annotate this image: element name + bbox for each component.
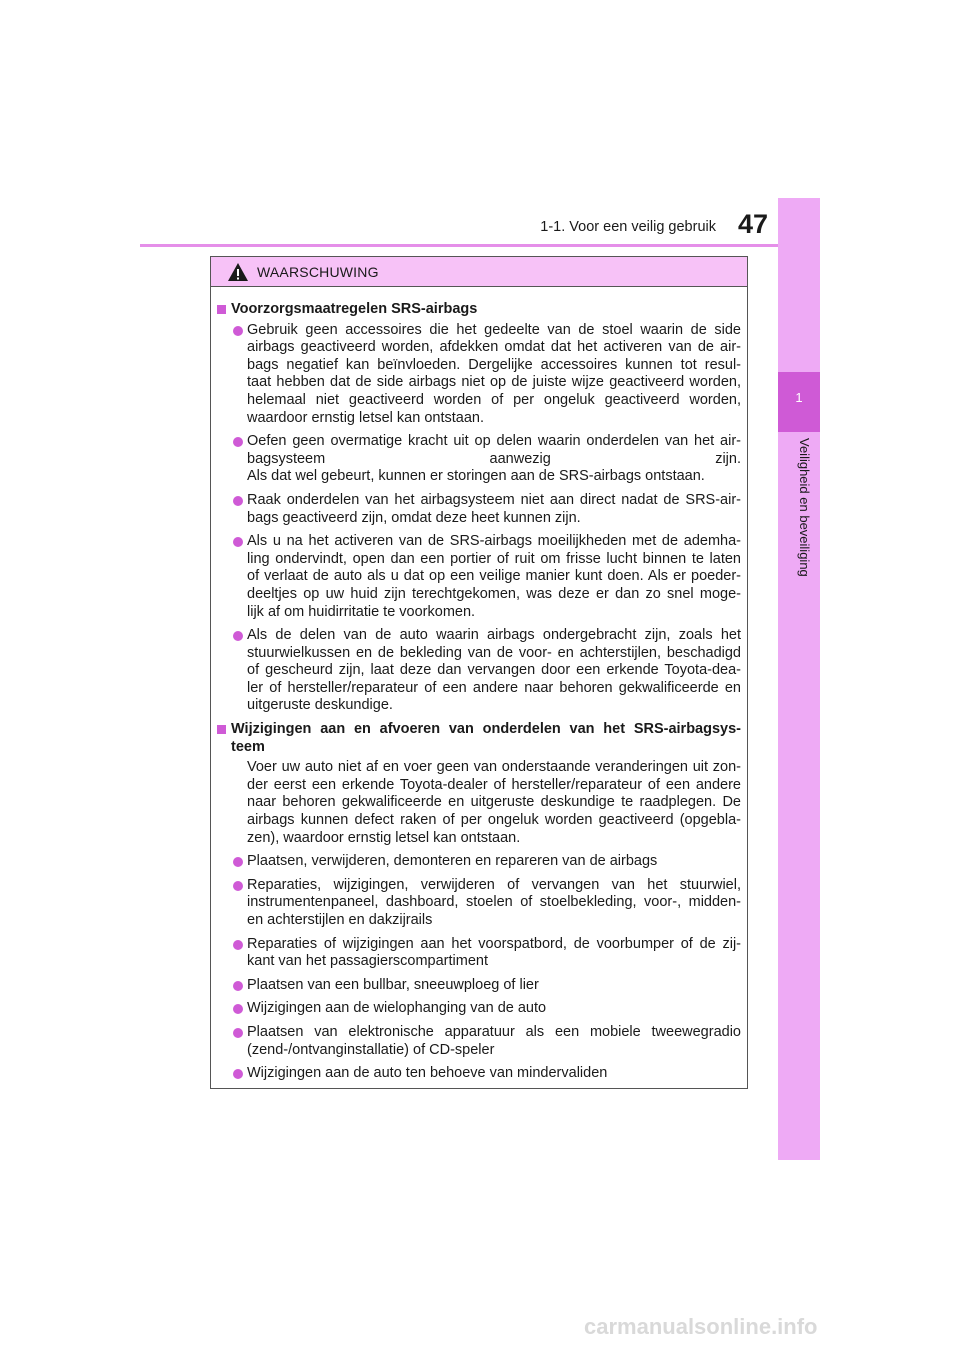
side-tab: [778, 198, 820, 1160]
round-bullet: [233, 881, 243, 891]
list-item: [217, 1000, 741, 1018]
section-heading: [217, 301, 741, 319]
square-bullet: [217, 305, 226, 314]
text-line: Als dat wel gebeurt, kunnen er storingen aan de SRS-airbags ontstaan.: [247, 468, 705, 485]
warning-header: [211, 257, 747, 287]
text-line: Plaatsen van elektronische apparatuur als een mobiele tweewegradio: [247, 1023, 741, 1040]
text-line: Voer uw auto niet af en voer geen van onderstaande veranderingen uit zon-: [247, 759, 741, 776]
round-bullet: [233, 437, 243, 447]
warning-box: [210, 256, 748, 1089]
section1-items: [217, 322, 741, 715]
text-line: instrumentenpaneel, dashboard, stoelen of stoelbekleding, voor-, midden-: [247, 894, 741, 911]
square-bullet: [217, 725, 226, 734]
text-line: airbags geactiveerd worden, afdekken omdat dat het activeren van de air-: [247, 339, 741, 356]
round-bullet: [233, 537, 243, 547]
list-item: [217, 492, 741, 527]
round-bullet: [233, 326, 243, 336]
list-item: [217, 853, 741, 871]
round-bullet: [233, 496, 243, 506]
text-line: lijk af om huidirritatie te voorkomen.: [247, 603, 476, 620]
section2-intro: [217, 759, 741, 847]
page-number: 47: [737, 209, 768, 239]
text-line: ling ondervindt, open dan een portier of ruit om frisse lucht binnen te laten: [247, 550, 741, 567]
text-line: Reparaties, wijzigingen, verwijderen of vervangen van het stuurwiel,: [247, 876, 741, 893]
text-line: Oefen geen overmatige kracht uit op delen waarin onderdelen van het air-: [247, 433, 741, 450]
text-line: stuurwielkussen en de bekleding van de voor- en achterstijlen, beschadigd: [247, 644, 741, 661]
text-line: deeltjes op uw huid zijn terechtgekomen, was deze er dan zo snel moge-: [247, 585, 741, 602]
text-line: taat hebben dat de side airbags niet op de juiste wijze geactiveerd worden,: [247, 374, 741, 391]
text-line: bags geactiveerd zijn, omdat deze heet kunnen zijn.: [247, 509, 581, 526]
text-line: naar behoren gekwalificeerde en uitgeruste deskundige te raadplegen. De: [247, 794, 741, 811]
warning-body: [211, 287, 747, 1083]
round-bullet: [233, 940, 243, 950]
text-line: zen), waardoor ernstig letsel kan ontstaan.: [247, 829, 521, 846]
text-line: en achterstijlen en dakzijrails: [247, 912, 433, 928]
round-bullet: [233, 631, 243, 641]
round-bullet: [233, 1004, 243, 1014]
text-line: of gescheurd zijn, laat deze dan vervangen door een erkende Toyota-dea-: [247, 662, 741, 679]
section2-items: [217, 853, 741, 1083]
list-item: [217, 877, 741, 930]
text-line: Plaatsen, verwijderen, demonteren en repareren van de airbags: [247, 853, 658, 870]
text-line: ler of hersteller/reparateur of een andere naar behoren gekwalificeerde en: [247, 679, 741, 696]
text-line: bagsysteem aanwezig zijn.: [247, 450, 741, 467]
text-line: of verlaat de auto als u dat op een veilige manier kunt doen. Als er poeder-: [247, 568, 741, 585]
list-item: [217, 433, 741, 486]
text-line: Raak onderdelen van het airbagsysteem niet aan direct nadat de SRS-air-: [247, 491, 741, 508]
text-line: Gebruik geen accessoires die het gedeelte van de stoel waarin de side: [247, 321, 741, 338]
round-bullet: [233, 981, 243, 991]
warning-title: WAARSCHUWING: [257, 263, 379, 280]
header-section-title: 1-1. Voor een veilig gebruik: [540, 219, 716, 235]
list-item: [217, 533, 741, 621]
text-line: der eerst een erkende Toyota-dealer of hersteller/reparateur of een andere: [247, 776, 741, 793]
section-heading-text: Voorzorgsmaatregelen SRS-airbags: [231, 301, 478, 317]
text-line: Wijzigingen aan de auto ten behoeve van mindervaliden: [247, 1065, 608, 1082]
round-bullet: [233, 857, 243, 867]
text-line: (zend-/ontvanginstallatie) of CD-speler: [247, 1041, 495, 1058]
list-item: [217, 936, 741, 971]
text-line: waardoor ernstig letsel kan ontstaan.: [247, 409, 484, 426]
list-item: [217, 977, 741, 995]
text-line: uitgeruste deskundige.: [247, 697, 393, 714]
list-item: [217, 1065, 741, 1083]
text-line: Wijzigingen aan de wielophanging van de auto: [247, 1000, 547, 1017]
watermark: carmanualsonline.info: [584, 1314, 818, 1339]
text-line: bags negatief kan beïnvloeden. Dergelijke accessoires kunnen tot resul-: [247, 356, 741, 373]
list-item: [217, 1024, 741, 1059]
header-rule: [140, 244, 820, 247]
text-line: Reparaties of wijzigingen aan het voorspatbord, de voorbumper of de zij-: [247, 935, 741, 952]
list-item: [217, 322, 741, 428]
chapter-title: Veiligheid en beveiliging: [797, 438, 812, 577]
text-line: airbags kunnen defect raken of per ongeluk worden geactiveerd (opgebla-: [247, 812, 741, 829]
text-line: Plaatsen van een bullbar, sneeuwploeg of lier: [247, 976, 539, 993]
round-bullet: [233, 1069, 243, 1079]
section-heading: [217, 721, 741, 756]
text-line: helemaal niet geactiveerd worden of per ongeluk geactiveerd worden,: [247, 391, 741, 408]
round-bullet: [233, 1028, 243, 1038]
text-line: Als de delen van de auto waarin airbags ondergebracht zijn, zoals het: [247, 627, 741, 644]
text-line: Als u na het activeren van de SRS-airbags moeilijkheden met de ademha-: [247, 533, 741, 550]
text-line: teem: [231, 738, 265, 755]
text-line: kant van het passagierscompartiment: [247, 953, 488, 970]
list-item: [217, 627, 741, 715]
text-line: Wijzigingen aan en afvoeren van onderdelen van het SRS-airbagsys-: [231, 721, 741, 738]
warning-triangle-icon: [227, 262, 249, 282]
chapter-number: 1: [795, 390, 803, 405]
